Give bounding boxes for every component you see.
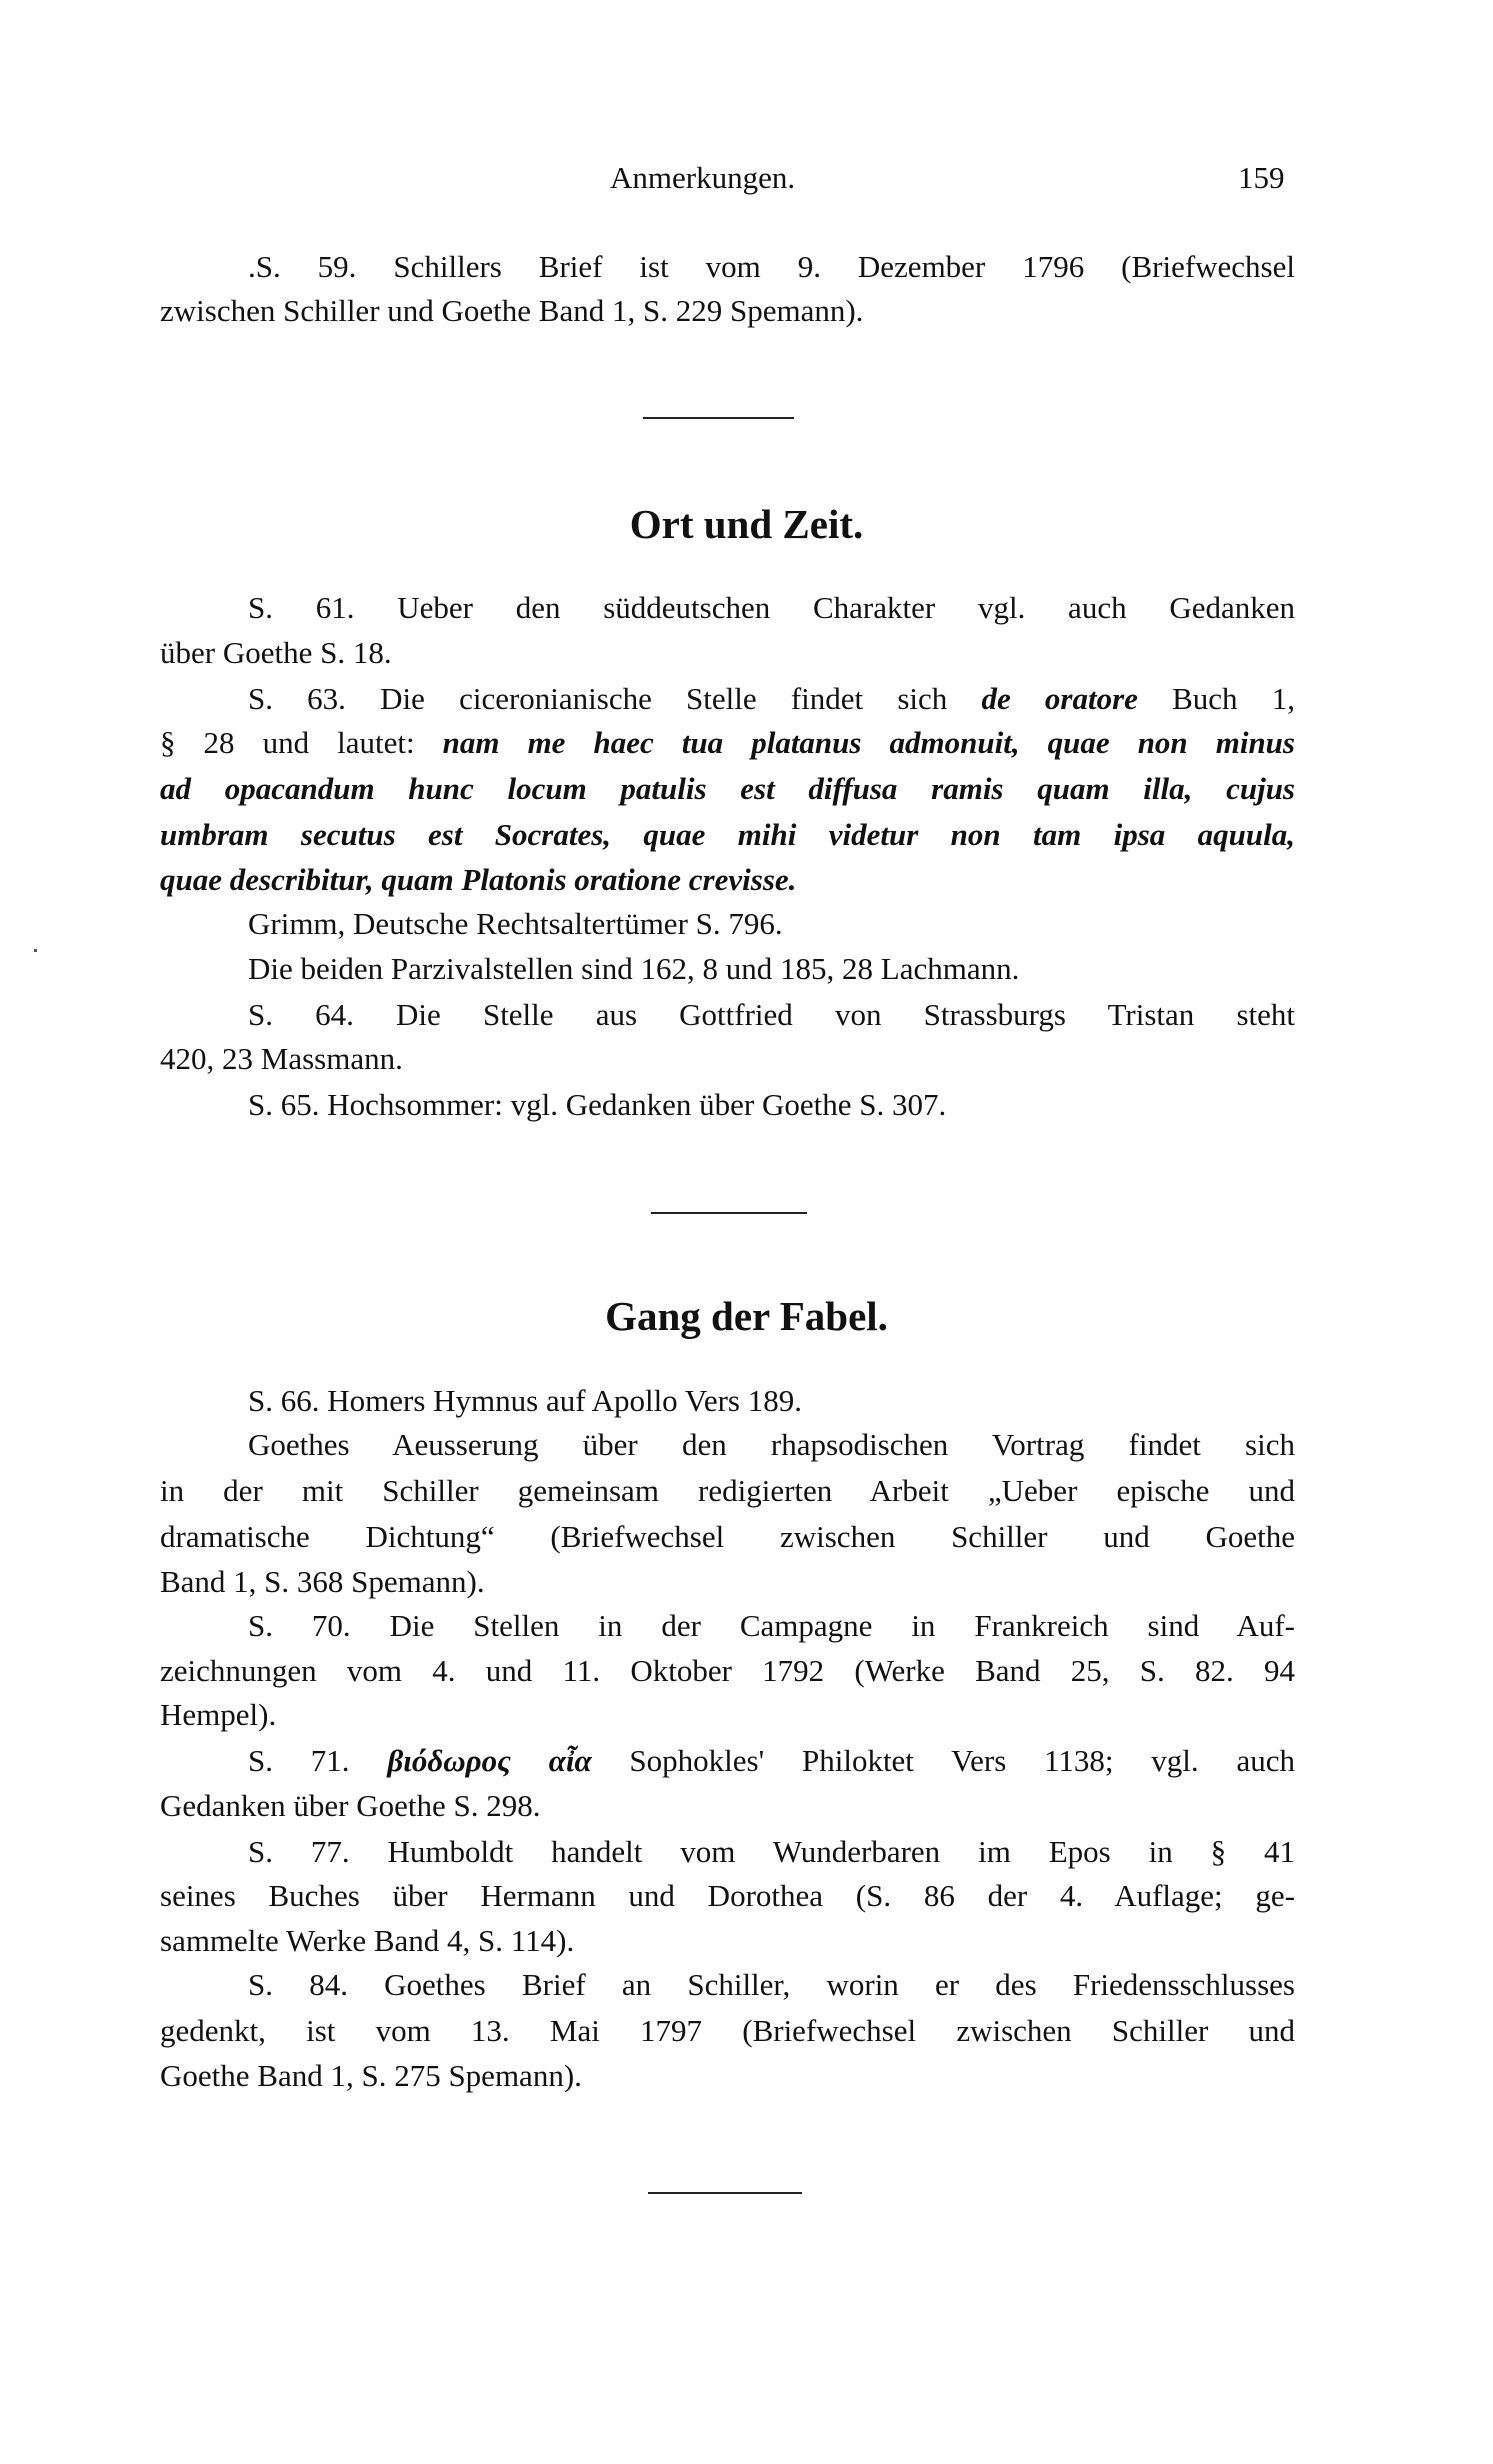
section-divider xyxy=(651,1212,807,1214)
text-line xyxy=(160,2056,1295,2096)
italic-quote: de oratore xyxy=(981,681,1138,716)
text-line xyxy=(160,1832,1295,1872)
text-line xyxy=(160,1876,1295,1916)
text-line xyxy=(160,247,1295,287)
text-line xyxy=(160,1786,1295,1826)
italic-quote: nam me haec tua platanus admonuit, quae non minus xyxy=(442,725,1295,760)
text-line xyxy=(160,679,1295,719)
text-line xyxy=(160,815,1295,855)
text-span: S. 84. Goethes Brief an Schiller, worin er des Friedensschlusses xyxy=(248,1967,1295,2002)
text-line xyxy=(160,1651,1295,1691)
section-divider xyxy=(648,2192,802,2194)
text-span: Hempel). xyxy=(160,1697,277,1732)
text-span: S. 66. Homers Hymnus auf Apollo Vers 189. xyxy=(248,1383,802,1418)
text-span: Die beiden Parzivalstellen sind 162, 8 und 185, 28 Lachmann. xyxy=(248,951,1020,986)
text-span: in der mit Schiller gemeinsam redigierten Arbeit „Ueber epische und xyxy=(160,1473,1295,1508)
text-span: Band 1, S. 368 Spemann). xyxy=(160,1564,485,1599)
text-line xyxy=(160,1381,1295,1421)
text-line xyxy=(160,723,1295,763)
text-line xyxy=(160,2011,1295,2051)
text-span: § 28 und lautet: xyxy=(160,725,443,760)
text-line xyxy=(160,769,1295,809)
text-line xyxy=(160,1921,1295,1961)
text-span: S. 70. Die Stellen in der Campagne in Frankreich sind Auf- xyxy=(248,1608,1295,1643)
text-span: S. 77. Humboldt handelt vom Wunderbaren im Epos in § 41 xyxy=(248,1834,1295,1869)
text-span: Goethes Aeusserung über den rhapsodischen Vortrag findet sich xyxy=(248,1427,1295,1462)
text-span: .S. 59. Schillers Brief ist vom 9. Dezember 1796 (Briefwechsel xyxy=(248,249,1295,284)
text-span: Sophokles' Philoktet Vers 1138; vgl. auch xyxy=(591,1743,1295,1778)
text-span: S. 61. Ueber den süddeutschen Charakter vgl. auch Gedanken xyxy=(248,590,1295,625)
text-line xyxy=(160,291,1295,331)
text-span: sammelte Werke Band 4, S. 114). xyxy=(160,1923,575,1958)
text-span: gedenkt, ist vom 13. Mai 1797 (Briefwechsel zwischen Schiller und xyxy=(160,2013,1295,2048)
text-span: S. 64. Die Stelle aus Gottfried von Strassburgs Tristan steht xyxy=(248,997,1295,1032)
text-span: Gedanken über Goethe S. 298. xyxy=(160,1788,541,1823)
text-span: zwischen Schiller und Goethe Band 1, S. 229 Spemann). xyxy=(160,293,864,328)
text-line xyxy=(160,949,1295,989)
scan-speck xyxy=(34,949,37,952)
italic-quote: βιόδωρος αἶα xyxy=(387,1743,592,1778)
page-number: 159 xyxy=(1238,160,1285,195)
text-line xyxy=(160,1085,1295,1125)
section-title-gang-der-fabel: Gang der Fabel. xyxy=(605,1293,888,1339)
text-line xyxy=(160,1606,1295,1646)
text-line xyxy=(160,995,1295,1035)
text-span: S. 63. Die ciceronianische Stelle findet sich xyxy=(248,681,982,716)
text-line xyxy=(160,1741,1295,1781)
text-span: Goethe Band 1, S. 275 Spemann). xyxy=(160,2058,582,2093)
text-line xyxy=(160,1695,1295,1735)
text-span: seines Buches über Hermann und Dorothea (S. 86 der 4. Auflage; ge- xyxy=(160,1878,1295,1913)
text-line xyxy=(160,633,1295,673)
text-line xyxy=(160,1965,1295,2005)
text-span: über Goethe S. 18. xyxy=(160,635,392,670)
text-line xyxy=(160,1471,1295,1511)
text-line xyxy=(160,904,1295,944)
text-span: 420, 23 Massmann. xyxy=(160,1041,403,1076)
text-span: Grimm, Deutsche Rechtsaltertümer S. 796. xyxy=(248,906,783,941)
text-line xyxy=(160,860,1295,900)
text-line xyxy=(160,588,1295,628)
text-line xyxy=(160,1425,1295,1465)
section-divider xyxy=(643,417,794,419)
text-line xyxy=(160,1517,1295,1557)
text-span: S. 71. xyxy=(248,1743,388,1778)
italic-quote: quae describitur, quam Platonis oratione crevisse. xyxy=(160,862,797,897)
text-span: dramatische Dichtung“ (Briefwechsel zwischen Schiller und Goethe xyxy=(160,1519,1295,1554)
text-span: Buch 1, xyxy=(1137,681,1295,716)
text-line xyxy=(160,1562,1295,1602)
italic-quote: ad opacandum hunc locum patulis est diffusa ramis quam illa, cujus xyxy=(160,771,1295,806)
running-header: Anmerkungen. xyxy=(610,160,796,195)
text-span: zeichnungen vom 4. und 11. Oktober 1792 (Werke Band 25, S. 82. 94 xyxy=(160,1653,1295,1688)
italic-quote: umbram secutus est Socrates, quae mihi videtur non tam ipsa aquula, xyxy=(160,817,1295,852)
text-line xyxy=(160,1039,1295,1079)
text-span: S. 65. Hochsommer: vgl. Gedanken über Goethe S. 307. xyxy=(248,1087,947,1122)
section-title-ort-und-zeit: Ort und Zeit. xyxy=(629,501,864,547)
